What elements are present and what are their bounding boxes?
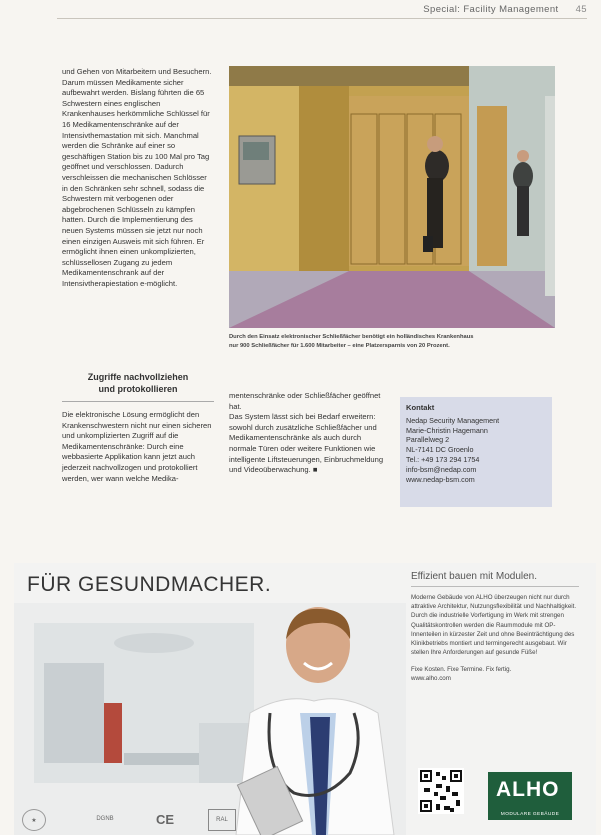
alho-brand-sub: MODULARE GEBÄUDE	[500, 812, 560, 817]
ad-doctor-image	[14, 603, 406, 835]
page-header	[423, 4, 587, 15]
article-column-1b: Die elektronische Lösung ermöglicht den Krankenschwestern nicht nur einen sicheren und unkomplizierten Zugriff auf die Medikamentenschränke: Durch eine webbasierte Applikation kann jetzt auch jederzeit nachvollzogen und protokolliert werden, wer wann welche Medika-	[62, 410, 212, 483]
certification-badges	[22, 809, 242, 831]
ral-badge: RAL	[208, 809, 236, 831]
seal-icon: ★	[22, 809, 46, 831]
section-title: Special: Facility Management	[423, 4, 559, 15]
contact-box	[400, 397, 552, 507]
ad-title: FÜR GESUNDMACHER.	[27, 573, 272, 596]
ce-mark: CE	[155, 811, 175, 827]
ad-body: Moderne Gebäude von ALHO überzeugen nicht nur durch attraktive Architektur, Nutzungsflexibilität und Nachhaltigkeit. Durch die industrielle Vorfertigung im Werk mit strengen Qualitätskontrollen werden die Raummodule mit OP-Innenteilen in kürzester Zeit und ohne Beeinträchtigung des Klinikbetriebs montiert und termingerecht ausgebaut. Wir stellen Ihre Anforderungen auf gesunde Füße!	[411, 594, 577, 657]
alho-advertisement	[14, 563, 596, 835]
section-subheading: Zugriffe nachvollziehen und protokollieren	[62, 371, 214, 402]
article-column-2: mentenschränke oder Schließfächer geöffnet hat. Das System lässt sich bei Bedarf erweitern: sowohl durch zusätzliche Schließfächer und Medikamentenschränke als auch durch normale Türen oder weitere Funktionen wie intelligente Liftsteuerungen, Einbruchmeldung und Videoüberwachung. ■	[229, 391, 384, 475]
ad-tagline: Fixe Kosten. Fixe Termine. Fix fertig. www.alho.com	[411, 666, 512, 683]
ad-headline: Effizient bauen mit Modulen.	[411, 571, 579, 587]
locker-photo	[229, 66, 555, 328]
ad-copy	[411, 571, 579, 683]
header-rule	[57, 18, 587, 19]
page-number: 45	[575, 4, 587, 15]
contact-title: Kontakt	[406, 403, 435, 412]
article-column-1: und Gehen von Mitarbeitern und Besuchern. Darum müssen Medikamente sicher aufbewahrt werden. Bislang führten die 65 Schwestern eines englischen Krankenhauses herkömmliche Schlüssel für 16 Medikamentenschränke auf der Intensivthemastation mit sich. Manchmal werden die Schränke auf einer so geschäftigen Station bis zu 100 Mal pro Tag geöffnet und verschlossen. Dadurch verschleissen die mechanischen Schlösser in den Schränken sehr schnell, sodass die Schwestern mit verbogenen oder abgebrochenen Schlüsseln zu kämpfen hatten. Durch die Implementierung des neuen Systems müssen sie jetzt nur noch einen einzigen Ausweis mit sich führen. Er ermöglicht ihnen einen unkomplizierten, schlüssellosen Zugang zu jedem Medikamentenschrank auf der Intensivtherapiestation e-möglicht.	[62, 67, 212, 288]
alho-brand: ALHO	[496, 778, 560, 801]
photo-caption: Durch den Einsatz elektronischer Schließfächer benötigt ein holländisches Krankenhaus nur 900 Schließfächer für 1.600 Mitarbeiter – eine Platzersparnis von 20 Prozent.	[229, 334, 474, 349]
qr-code	[418, 768, 464, 814]
dgnb-badge: DGNB	[96, 816, 114, 822]
alho-logo	[488, 772, 572, 820]
contact-details: Nedap Security Management Marie-Christin Hagemann Parallelweg 2 NL-7141 DC Groenlo Tel.: +49 173 294 1754 info-bsm@nedap.com www.nedap-bsm.com	[406, 415, 500, 484]
